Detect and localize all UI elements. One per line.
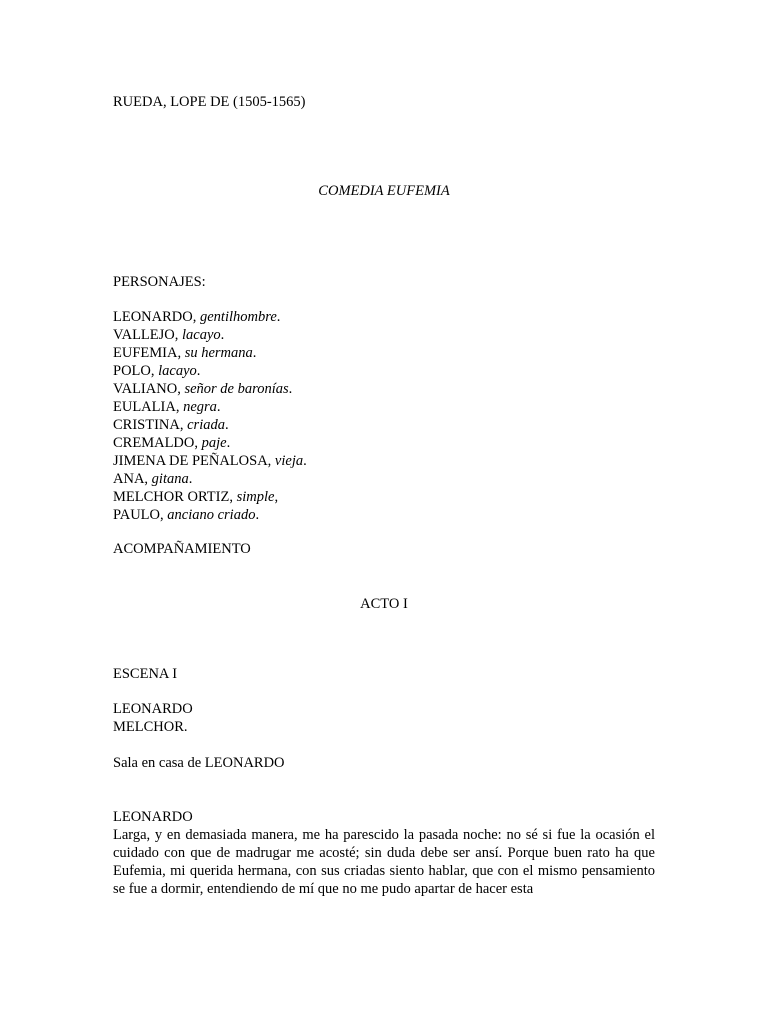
scene-character: MELCHOR. (113, 719, 188, 735)
personaje-entry: CREMALDO, paje. (113, 435, 231, 451)
personaje-name: LEONARDO (113, 309, 193, 325)
personaje-role: paje (201, 435, 227, 451)
personaje-role: gentilhombre (200, 309, 277, 325)
scene-characters (113, 700, 655, 736)
play-title: COMEDIA EUFEMIA (318, 183, 450, 199)
scene-heading: ESCENA I (113, 666, 178, 682)
personaje-name: PAULO (113, 507, 161, 523)
personaje-role: gitana (151, 471, 189, 487)
personaje-entry: EUFEMIA, su hermana. (113, 345, 257, 361)
personaje-name: JIMENA DE PEÑALOSA (113, 453, 268, 469)
personaje-role: lacayo (158, 363, 197, 379)
personaje-entry: EULALIA, negra. (113, 399, 221, 415)
personaje-role: criada (187, 417, 225, 433)
act-heading: ACTO I (360, 596, 408, 612)
personaje-name: POLO (113, 363, 151, 379)
personaje-name: MELCHOR ORTIZ (113, 489, 230, 505)
personajes-heading: PERSONAJES: (113, 274, 206, 290)
personajes-list (113, 308, 655, 524)
personaje-entry: ANA, gitana. (113, 471, 193, 487)
personaje-name: CRISTINA (113, 417, 180, 433)
personaje-name: EUFEMIA (113, 345, 178, 361)
personaje-entry: PAULO, anciano criado. (113, 507, 260, 523)
scene-character: LEONARDO (113, 701, 193, 717)
acompanamiento-label: ACOMPAÑAMIENTO (113, 541, 251, 557)
personaje-entry: VALIANO, señor de baronías. (113, 381, 293, 397)
author-line: RUEDA, LOPE DE (1505-1565) (113, 94, 306, 110)
personaje-role: anciano criado (167, 507, 256, 523)
personaje-entry: JIMENA DE PEÑALOSA, vieja. (113, 453, 307, 469)
personaje-name: VALIANO (113, 381, 178, 397)
personaje-entry: MELCHOR ORTIZ, simple, (113, 489, 279, 505)
scene-setting: Sala en casa de LEONARDO (113, 755, 285, 771)
personaje-role: simple (236, 489, 275, 505)
personaje-entry: POLO, lacayo. (113, 363, 201, 379)
personaje-entry: VALLEJO, lacayo. (113, 327, 225, 343)
personaje-name: CREMALDO (113, 435, 195, 451)
speaker-name: LEONARDO (113, 809, 193, 825)
personaje-entry: LEONARDO, gentilhombre. (113, 309, 281, 325)
personaje-role: negra (183, 399, 217, 415)
personaje-entry: CRISTINA, criada. (113, 417, 229, 433)
personaje-role: señor de baronías (184, 381, 289, 397)
personaje-role: lacayo (182, 327, 221, 343)
personaje-name: VALLEJO (113, 327, 175, 343)
personaje-role: vieja (274, 453, 304, 469)
personaje-name: ANA (113, 471, 145, 487)
speech-paragraph: Larga, y en demasiada manera, me ha parescido la pasada noche: no sé si fue la ocasión el cuidado con que de madrugar me acosté; sin duda debe ser ansí. Porque buen rato ha que Eufemia, mi querida hermana, con sus criadas siento hablar, que con el mismo pensamiento se fue a dormir, entendiendo de mí que no me pudo apartar de hacer esta (113, 827, 655, 897)
personaje-role: su hermana (184, 345, 253, 361)
personaje-name: EULALIA (113, 399, 176, 415)
